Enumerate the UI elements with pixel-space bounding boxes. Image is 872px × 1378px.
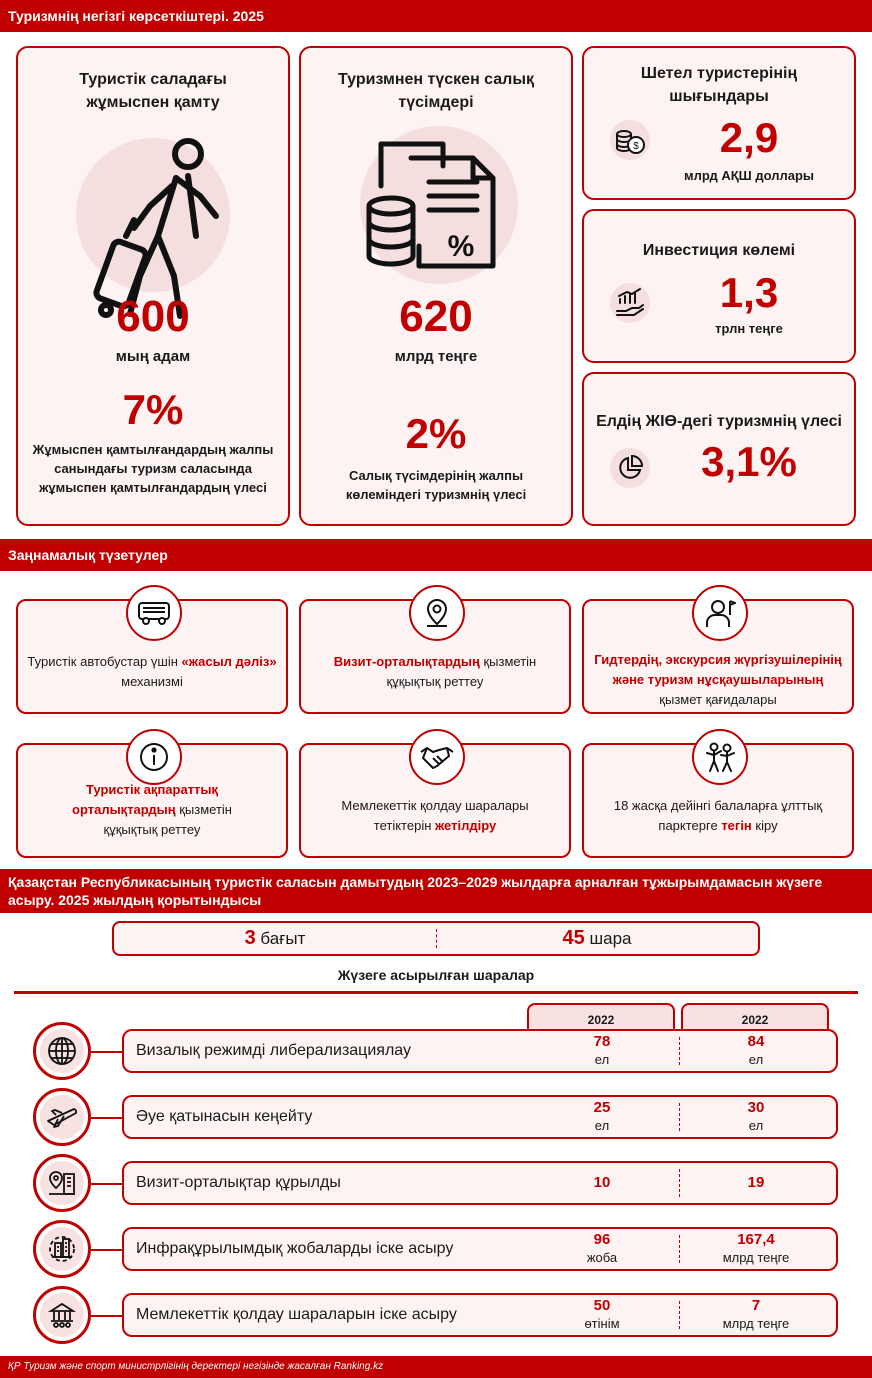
employment-share: 7% bbox=[122, 386, 184, 433]
legislation-text: 18 жасқа дейінгі балаларға ұлттық парктерге тегін кіру bbox=[613, 798, 823, 833]
foreign-spending-value: 2,9 bbox=[719, 114, 779, 161]
row-label: Инфрақұрылымдық жобаларды іске асыру bbox=[136, 1240, 454, 1257]
legislation-item bbox=[582, 599, 854, 714]
investment-unit: трлн теңге bbox=[715, 321, 783, 336]
employment-title: Туристік саладағы жұмыспен қамту bbox=[79, 71, 227, 111]
children-icon bbox=[692, 729, 748, 785]
airplane-icon bbox=[33, 1088, 91, 1146]
gdp-share-title: Елдің ЖІӨ-дегі туризмнің үлесі bbox=[596, 413, 842, 430]
row-label: Мемлекеттік қолдау шараларын іске асыру bbox=[136, 1306, 457, 1323]
implemented-title: Жүзеге асырылған шаралар bbox=[337, 967, 535, 983]
tax-share-note: Салық түсімдерінің жалпы көлеміндегі туризмнің үлесі bbox=[345, 468, 527, 502]
table-row bbox=[122, 1293, 838, 1337]
year-header-b: 2022 bbox=[681, 1003, 829, 1031]
handshake-icon bbox=[409, 729, 465, 785]
row-connector bbox=[90, 1051, 124, 1053]
bus-icon bbox=[126, 585, 182, 641]
row-divider bbox=[679, 1235, 680, 1263]
gdp-share-card bbox=[582, 372, 856, 526]
legislation-text: Визит-орталықтардың қызметін құқықтық реттеу bbox=[333, 654, 537, 689]
row-value-b: 7 млрд теңге bbox=[722, 1297, 790, 1331]
employment-share-note: Жұмыспен қамтылғандардың жалпы санындағы туризм саласында жұмыспен қамтылғандардың үлесі bbox=[32, 442, 274, 495]
legislation-item bbox=[16, 743, 288, 858]
row-connector bbox=[90, 1249, 124, 1251]
tax-unit: млрд теңге bbox=[394, 348, 478, 365]
row-value-a: 78 ел bbox=[593, 1033, 611, 1067]
legislation-item bbox=[16, 599, 288, 714]
row-value-b: 19 bbox=[747, 1174, 765, 1191]
row-label: Визалық режимді либерализациялау bbox=[136, 1042, 411, 1059]
svg-text:$: $ bbox=[633, 141, 639, 152]
legislation-text: Туристік ақпараттық орталықтардың қызметін құқықтық реттеу bbox=[72, 782, 232, 837]
table-row bbox=[122, 1161, 838, 1205]
year-header-a: 2022 bbox=[527, 1003, 675, 1031]
row-divider bbox=[679, 1169, 680, 1197]
row-connector bbox=[90, 1315, 124, 1317]
guide-icon bbox=[692, 585, 748, 641]
legislation-text: Туристік автобустар үшін «жасыл дәліз» механизмі bbox=[27, 654, 277, 689]
gdp-share-value: 3,1% bbox=[701, 438, 797, 485]
tax-share: 2% bbox=[405, 410, 467, 457]
implemented-divider bbox=[14, 991, 858, 994]
directions-count: 3 бағыт bbox=[244, 927, 306, 949]
row-value-a: 96 жоба bbox=[586, 1231, 618, 1265]
row-value-a: 10 bbox=[593, 1174, 611, 1191]
section-title-key-indicators: Туризмнің негізгі көрсеткіштері. 2025 bbox=[0, 0, 872, 32]
tax-card bbox=[299, 46, 573, 526]
svg-text:%: % bbox=[447, 230, 475, 263]
row-label: Визит-орталықтар құрылды bbox=[136, 1174, 341, 1191]
row-label: Әуе қатынасын кеңейту bbox=[136, 1108, 313, 1125]
legislation-item bbox=[299, 743, 571, 858]
row-value-b: 84 ел bbox=[747, 1033, 765, 1067]
table-row bbox=[122, 1227, 838, 1271]
section-title-concept: Қазақстан Республикасының туристік саласын дамытудың 2023–2029 жылдарға арналған тұжырымдамасын жүзеге асыру. 2025 жылдың қорытындысы bbox=[0, 869, 872, 913]
row-divider bbox=[679, 1301, 680, 1329]
table-row bbox=[122, 1095, 838, 1139]
row-connector bbox=[90, 1117, 124, 1119]
measures-count: 45 шара bbox=[562, 927, 632, 949]
row-connector bbox=[90, 1183, 124, 1185]
row-value-a: 25 ел bbox=[593, 1099, 611, 1133]
employment-card bbox=[16, 46, 290, 526]
row-divider bbox=[679, 1103, 680, 1131]
legislation-item bbox=[582, 743, 854, 858]
row-value-b: 167,4 млрд теңге bbox=[722, 1231, 790, 1265]
legislation-item bbox=[299, 599, 571, 714]
employment-unit: мың адам bbox=[115, 348, 191, 365]
section-title-legislation: Заңнамалық түзетулер bbox=[0, 539, 872, 571]
foreign-spending-card bbox=[582, 46, 856, 200]
legislation-text: Гидтердің, экскурсия жүргізушілерінің және туризм нұсқаушыларының қызмет қағидалары bbox=[594, 652, 842, 707]
row-value-a: 50 өтінім bbox=[584, 1297, 620, 1331]
concept-counter bbox=[112, 921, 760, 956]
tax-title: Туризмнен түскен салық түсімдері bbox=[338, 71, 534, 111]
investment-card bbox=[582, 209, 856, 363]
tax-value: 620 bbox=[399, 292, 473, 341]
row-divider bbox=[679, 1037, 680, 1065]
legislation-text: Мемлекеттік қолдау шаралары тетіктерін жетілдіру bbox=[341, 798, 529, 833]
foreign-spending-unit: млрд АҚШ доллары bbox=[683, 168, 814, 183]
foreign-spending-title: Шетел туристерінің шығындары bbox=[640, 65, 798, 105]
employment-value: 600 bbox=[116, 292, 190, 341]
footer-source: ҚР Туризм және спорт министрлігінің деректері негізінде жасалған Ranking.kz bbox=[0, 1356, 872, 1378]
map-building-icon bbox=[33, 1154, 91, 1212]
government-icon bbox=[33, 1286, 91, 1344]
location-pin-icon bbox=[409, 585, 465, 641]
investment-value: 1,3 bbox=[719, 269, 779, 316]
investment-title: Инвестиция көлемі bbox=[642, 242, 796, 259]
info-icon bbox=[126, 729, 182, 785]
row-value-b: 30 ел bbox=[747, 1099, 765, 1133]
infrastructure-icon bbox=[33, 1220, 91, 1278]
tax-document-icon bbox=[363, 136, 513, 276]
table-row bbox=[122, 1029, 838, 1073]
globe-icon bbox=[33, 1022, 91, 1080]
